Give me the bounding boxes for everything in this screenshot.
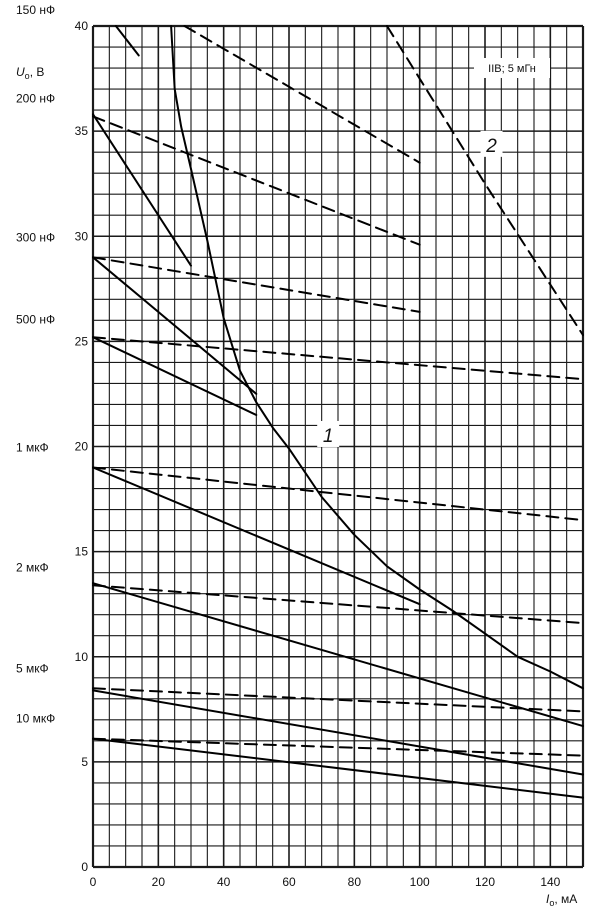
note-label: IIB; 5 мГн bbox=[488, 63, 536, 75]
capacitance-label: 10 мкФ bbox=[16, 711, 56, 726]
capacitance-label: 1 мкФ bbox=[16, 440, 49, 455]
series-line-solid bbox=[116, 26, 139, 55]
capacitance-labels bbox=[16, 3, 55, 726]
y-tick-label: 40 bbox=[74, 19, 88, 33]
x-tick-label: 120 bbox=[474, 875, 496, 889]
capacitance-label: 300 нФ bbox=[16, 230, 56, 245]
curve-labels bbox=[317, 131, 502, 447]
x-tick-label: 20 bbox=[151, 875, 166, 889]
capacitance-label: 5 мкФ bbox=[16, 661, 49, 676]
x-axis-label: $I_o$, мА bbox=[546, 892, 578, 908]
y-tick-label: 35 bbox=[74, 124, 88, 139]
curve-label: 2 bbox=[486, 135, 497, 157]
y-tick-label: 20 bbox=[74, 439, 88, 454]
x-tick-label: 100 bbox=[409, 875, 430, 889]
y-tick-label: 15 bbox=[74, 544, 88, 559]
curve-label: 1 bbox=[322, 425, 334, 447]
x-tick-label: 0 bbox=[89, 875, 97, 889]
y-tick-label: 25 bbox=[74, 334, 88, 349]
y-tick-label: 0 bbox=[81, 860, 88, 874]
capacitance-label: 500 нФ bbox=[16, 312, 56, 327]
y-axis-label: $U_o$, В bbox=[16, 65, 45, 81]
series-line-solid bbox=[171, 26, 583, 688]
y-tick-label: 30 bbox=[74, 229, 88, 244]
x-tick-label: 60 bbox=[282, 875, 296, 889]
capacitance-label: 150 нФ bbox=[16, 3, 56, 17]
x-tick-label: 140 bbox=[540, 875, 561, 889]
capacitance-label: 2 мкФ bbox=[16, 560, 49, 575]
x-tick-label: 80 bbox=[347, 875, 362, 889]
capacitance-label: 200 нФ bbox=[16, 91, 56, 106]
y-tick-label: 5 bbox=[81, 754, 88, 769]
y-tick-label: 10 bbox=[74, 649, 88, 664]
x-tick-label: 40 bbox=[216, 875, 231, 889]
